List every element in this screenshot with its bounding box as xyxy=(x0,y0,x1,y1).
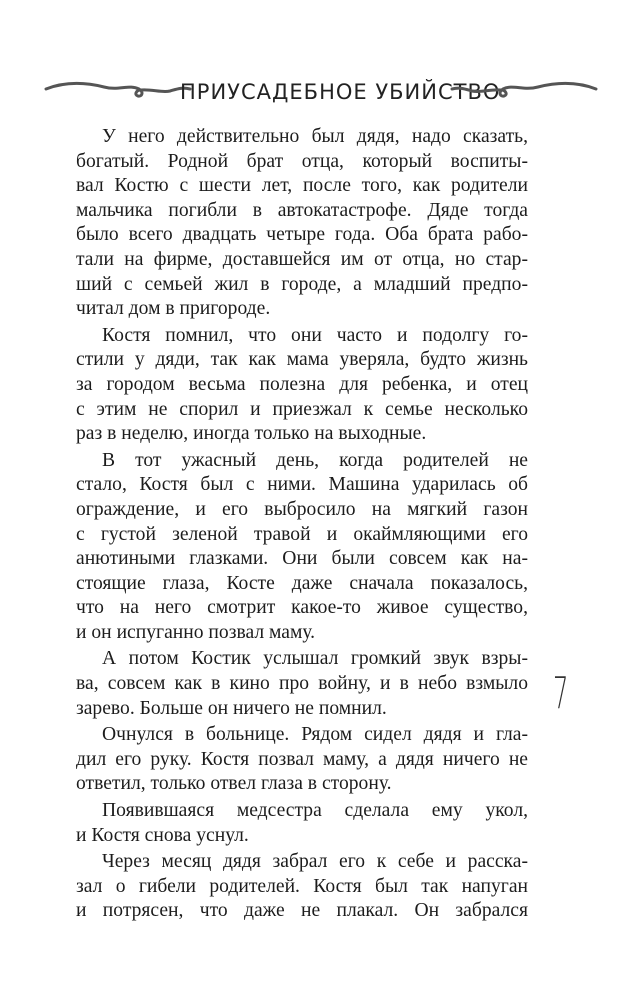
text-line: стили у дяди, так как мама уверяла, будто жизнь xyxy=(76,349,528,371)
text-line: ший с семьей жил в городе, а младший предпо- xyxy=(76,273,528,295)
text-line: и Костя снова уснул. xyxy=(76,824,249,846)
text-line: Через месяц дядя забрал его к себе и расска- xyxy=(102,851,528,873)
text-line: с густой зеленой травой и окаймляющими его xyxy=(76,523,528,545)
text-line: зарево. Больше он ничего не помнил. xyxy=(76,697,387,719)
paragraph xyxy=(76,324,528,447)
text-line: было всего двадцать четыре года. Оба брата рабо- xyxy=(76,224,528,246)
right-flourish-ornament xyxy=(448,80,598,102)
running-title: ПРИУСАДЕБНОЕ УБИЙСТВО xyxy=(180,80,501,104)
text-line: анютиными глазками. Они были совсем как на- xyxy=(76,548,528,570)
text-line: ва, совсем как в кино про войну, и в небо взмыло xyxy=(76,673,528,695)
left-flourish-ornament xyxy=(44,80,194,102)
text-line: Костя помнил, что они часто и подолгу го- xyxy=(102,324,528,346)
paragraph xyxy=(76,125,528,322)
text-line: за городом весьма полезна для ребенка, и отец xyxy=(76,373,528,395)
text-line: мальчика погибли в автокатастрофе. Дяде тогда xyxy=(76,199,528,221)
paragraph xyxy=(76,850,528,924)
text-line: А потом Костик услышал громкий звук взры- xyxy=(102,648,528,670)
text-line: с этим не спорил и приезжал к семье несколько xyxy=(76,398,528,420)
text-line: богатый. Родной брат отца, который воспиты- xyxy=(76,150,528,172)
text-line: В тот ужасный день, когда родителей не xyxy=(102,449,528,471)
text-line: дил его руку. Костя позвал маму, а дядя ничего не xyxy=(76,748,528,770)
paragraph xyxy=(76,723,528,797)
text-line: читал дом в пригороде. xyxy=(76,298,271,320)
text-line: что на него смотрит какое-то живое существо, xyxy=(76,597,528,619)
text-line: Очнулся в больнице. Рядом сидел дядя и гла- xyxy=(102,724,528,746)
text-line: стоящие глаза, Косте даже сначала показалось, xyxy=(76,572,528,594)
text-line: зал о гибели родителей. Костя был так напуган xyxy=(76,875,528,897)
text-line: стало, Костя был с ними. Машина ударилась об xyxy=(76,474,528,496)
body-text xyxy=(76,125,528,926)
text-line: Появившаяся медсестра сделала ему укол, xyxy=(102,800,528,822)
paragraph xyxy=(76,799,528,848)
page-number: 7 xyxy=(553,668,569,719)
text-line: тали на фирме, доставшейся им от отца, но стар- xyxy=(76,248,528,270)
running-header xyxy=(0,62,640,122)
text-line: вал Костю с шести лет, после того, как родители xyxy=(76,175,528,197)
text-line: раз в неделю, иногда только на выходные. xyxy=(76,423,427,445)
text-line: У него действительно был дядя, надо сказать, xyxy=(102,126,528,147)
text-line: и он испуганно позвал маму. xyxy=(76,621,316,643)
text-line: ответил, только отвел глаза в сторону. xyxy=(76,773,392,795)
paragraph xyxy=(76,647,528,721)
paragraph xyxy=(76,449,528,646)
text-line: и потрясен, что даже не плакал. Он забрался xyxy=(76,900,528,922)
text-line: ограждение, и его выбросило на мягкий газон xyxy=(76,498,528,520)
